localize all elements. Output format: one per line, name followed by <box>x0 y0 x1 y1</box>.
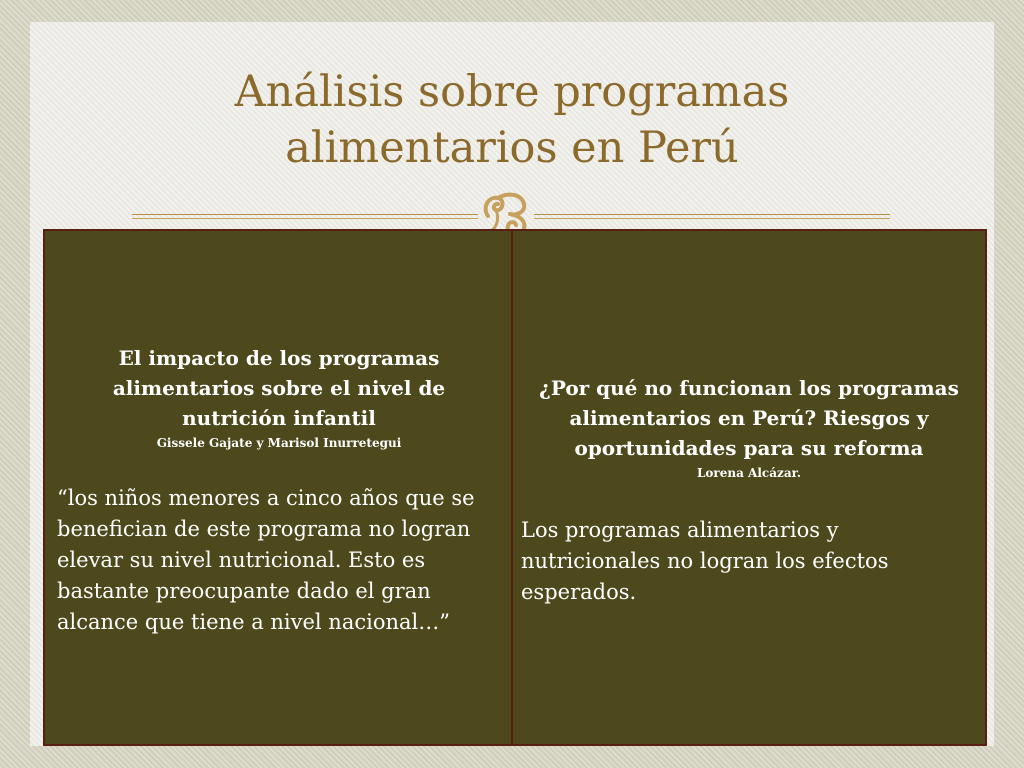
study-title-right-line-3: oportunidades para su reforma <box>574 436 924 460</box>
table-cell-right <box>513 231 985 744</box>
study-summary-right: Los programas alimentarios y nutricionales no logran los efectos esperados. <box>521 518 889 604</box>
study-title-left-line-2: alimentarios sobre el nivel de <box>112 376 446 400</box>
title-divider-right <box>534 214 890 215</box>
study-author-left: Gissele Gajate y Marisol Inurretegui <box>156 436 402 450</box>
study-title-right <box>527 373 971 463</box>
study-title-right-line-1: ¿Por qué no funcionan los programas <box>539 376 959 400</box>
title-line-1: Análisis sobre programas <box>234 67 790 117</box>
table-cell-left <box>45 231 513 744</box>
study-title-left-line-3: nutrición infantil <box>182 406 376 430</box>
study-title-left <box>65 343 493 433</box>
comparison-table <box>43 229 987 746</box>
study-quote-left: “los niños menores a cinco años que se benefician de este programa no logran elevar su nivel nutricional. Esto es bastante preocupante dado el gran alcance que tiene a nivel nacional…” <box>57 486 475 634</box>
title-divider-right-sub <box>534 218 890 219</box>
study-author-right: Lorena Alcázar. <box>696 466 801 480</box>
title-divider-left <box>132 214 478 215</box>
slide-title <box>130 64 894 176</box>
title-line-2: alimentarios en Perú <box>285 123 739 173</box>
study-title-left-line-1: El impacto de los programas <box>118 346 440 370</box>
title-divider-left-sub <box>132 218 478 219</box>
study-title-right-line-2: alimentarios en Perú? Riesgos y <box>569 406 929 430</box>
